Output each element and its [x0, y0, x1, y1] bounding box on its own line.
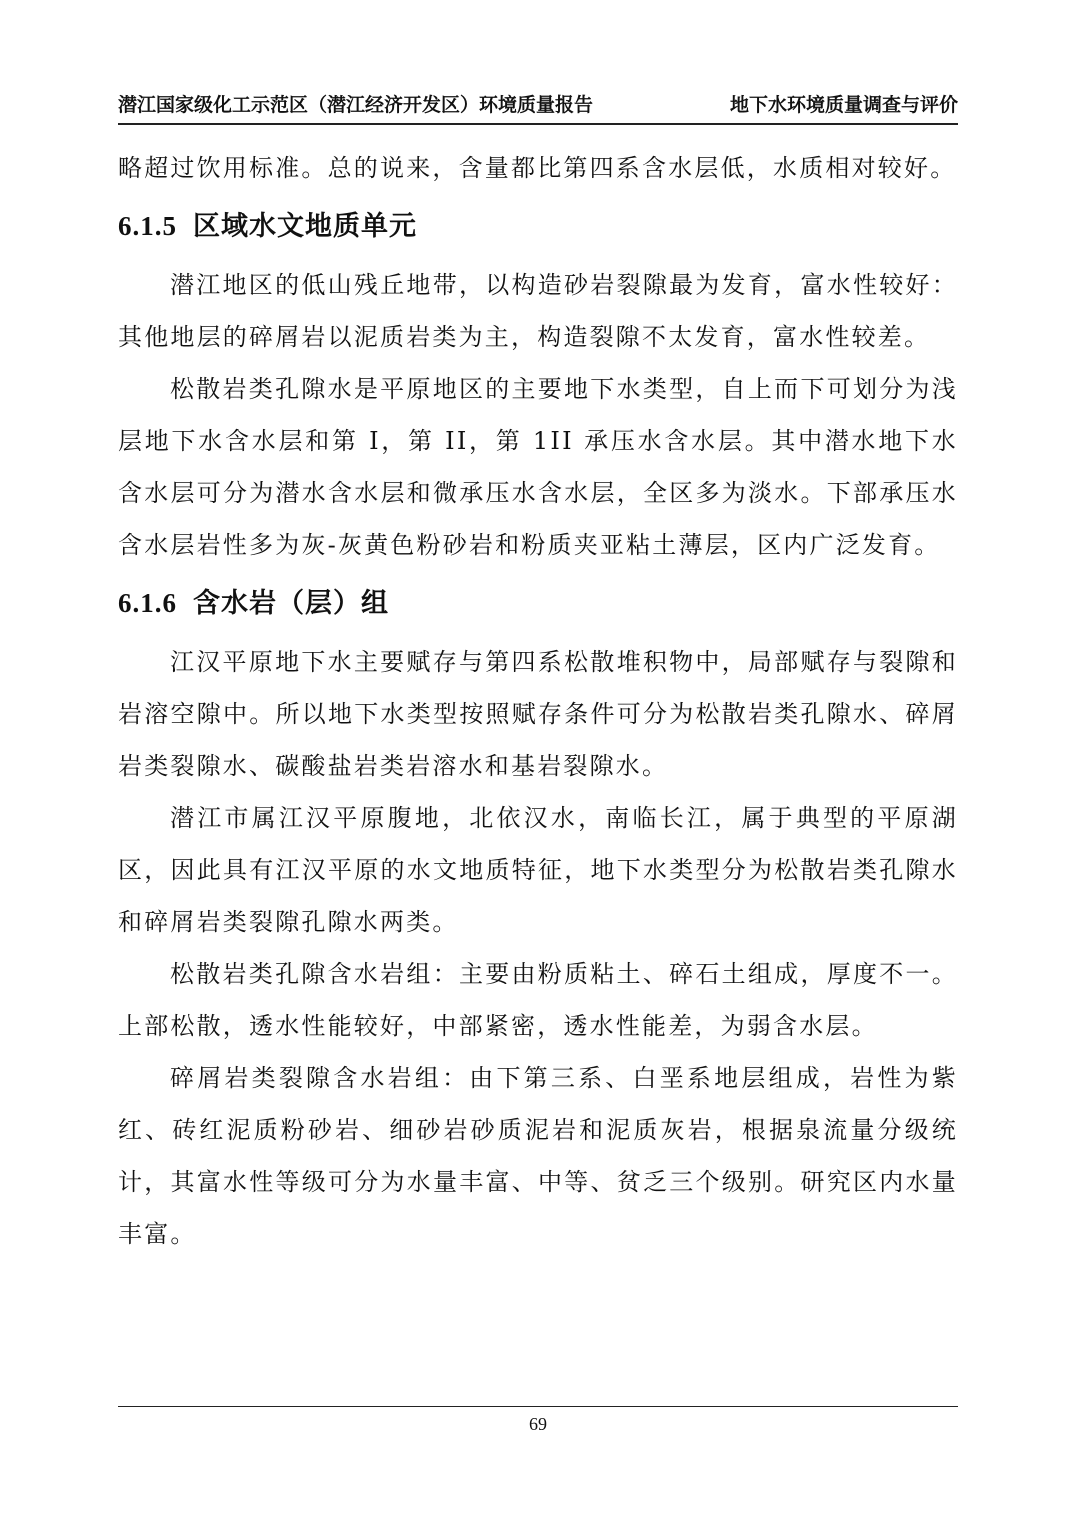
- body-paragraph: 松散岩类孔隙含水岩组：主要由粉质粘土、碎石土组成，厚度不一。上部松散，透水性能较好，中部紧密，透水性能差，为弱含水层。: [118, 960, 958, 1040]
- document-body: [118, 142, 958, 1260]
- section-number: 6.1.6: [118, 588, 177, 618]
- section-heading-6-1-5: [118, 194, 958, 259]
- page-number: 69: [529, 1414, 547, 1434]
- body-paragraph: 潜江地区的低山残丘地带，以构造砂岩裂隙最为发育，富水性较好：其他地层的碎屑岩以泥质岩类为主，构造裂隙不太发育，富水性较差。: [118, 271, 958, 351]
- body-paragraph: 松散岩类孔隙水是平原地区的主要地下水类型，自上而下可划分为浅层地下水含水层和第 I，第 II，第 1II 承压水含水层。其中潜水地下水含水层可分为潜水含水层和微承压水含水层，全区多为淡水。下部承压水含水层岩性多为灰-灰黄色粉砂岩和粉质夹亚粘土薄层，区内广泛发育。: [118, 375, 958, 559]
- section-number: 6.1.5: [118, 211, 177, 241]
- body-paragraph: 江汉平原地下水主要赋存与第四系松散堆积物中，局部赋存与裂隙和岩溶空隙中。所以地下水类型按照赋存条件可分为松散岩类孔隙水、碎屑岩类裂隙水、碳酸盐岩类岩溶水和基岩裂隙水。: [118, 648, 958, 780]
- continuation-paragraph: 略超过饮用标准。总的说来，含量都比第四系含水层低，水质相对较好。: [118, 154, 957, 182]
- body-paragraph: 潜江市属江汉平原腹地，北依汉水，南临长江，属于典型的平原湖区，因此具有江汉平原的水文地质特征，地下水类型分为松散岩类孔隙水和碎屑岩类裂隙孔隙水两类。: [118, 804, 958, 936]
- page-header: [118, 93, 958, 125]
- body-paragraph: 碎屑岩类裂隙含水岩组：由下第三系、白垩系地层组成，岩性为紫红、砖红泥质粉砂岩、细砂岩砂质泥岩和泥质灰岩，根据泉流量分级统计，其富水性等级可分为水量丰富、中等、贫乏三个级别。研究区内水量丰富。: [118, 1064, 958, 1248]
- section-title: 含水岩（层）组: [193, 588, 389, 619]
- section-heading-6-1-6: [118, 571, 958, 636]
- footer-rule: [118, 1406, 958, 1407]
- section-title: 区域水文地质单元: [193, 211, 417, 242]
- header-report-title: 潜江国家级化工示范区（潜江经济开发区）环境质量报告: [118, 94, 594, 116]
- header-chapter-title: 地下水环境质量调查与评价: [729, 94, 958, 116]
